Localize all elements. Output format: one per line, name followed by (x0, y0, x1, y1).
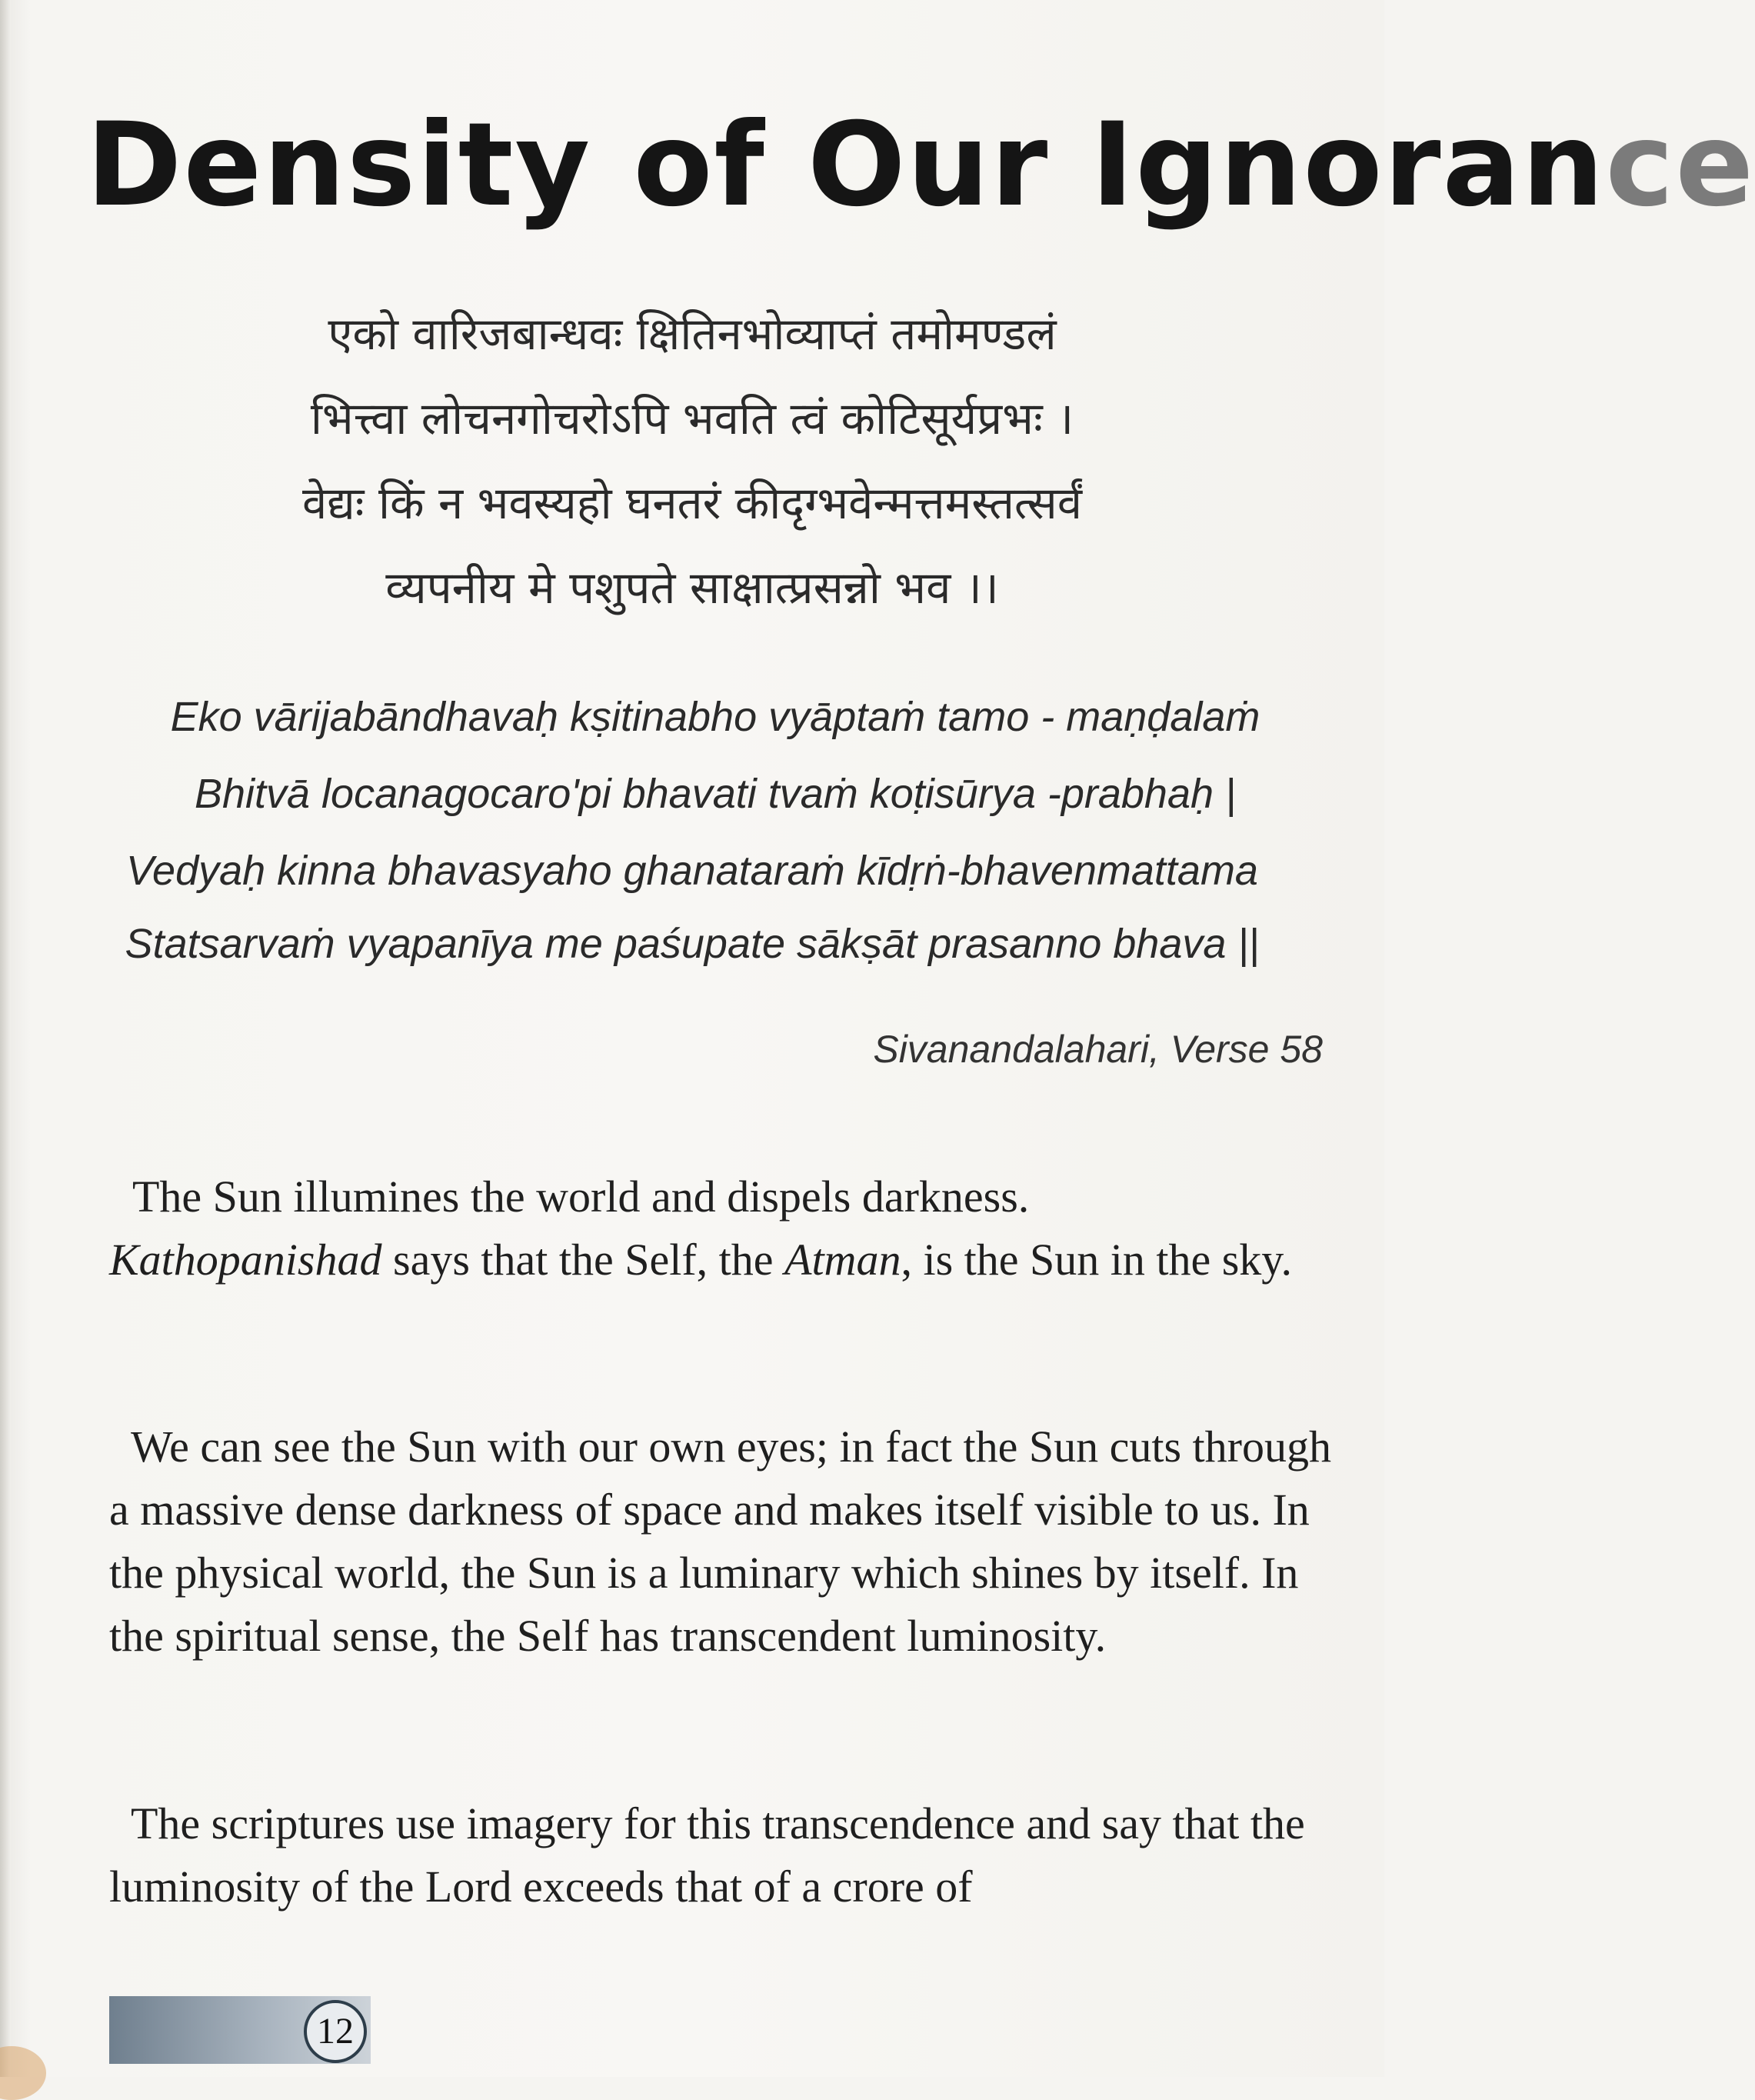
sanskrit-line-3: वेद्यः किं न भवस्यहो घनतरं कीदृग्भवेन्मत्तमस्तत्सर्वं (302, 477, 1082, 529)
paragraph-1-part-1: The Sun illumines the world and dispels darkness. (132, 1172, 1030, 1222)
corner-decoration (0, 2046, 46, 2100)
paragraph-1-part-2: says that the Self, the (381, 1235, 785, 1285)
transliteration-line-1: Eko vārijabāndhavaḥ kṣitinabho vyāptaṁ tamo - maṇḍalaṁ (170, 694, 1260, 740)
sanskrit-line-4: व्यपनीय मे पशुपते साक्षात्प्रसन्नो भव ।। (385, 562, 999, 614)
transliteration-line-3: Vedyaḥ kinna bhavasyaho ghanataraṁ kīdṛṅ-bhavenmattama (126, 848, 1258, 894)
paragraph-1-part-3: , is the Sun in the sky. (901, 1235, 1293, 1285)
paragraph-3: The scriptures use imagery for this transcendence and say that the luminosity of the Lord exceeds that of a crore of (109, 1798, 1305, 1912)
title-cutoff: ce (1605, 98, 1755, 232)
paragraph-1 (109, 1165, 1340, 1292)
sanskrit-line-2: भित्त्वा लोचनगोचरोऽपि भवति त्वं कोटिसूर्यप्रभः । (310, 392, 1074, 445)
paragraph-2: We can see the Sun with our own eyes; in fact the Sun cuts through a massive dense darkness of space and makes itself visible to us. In the physical world, the Sun is a luminary which shines by itself. In the spiritual sense, the Self has transcendent luminosity. (109, 1422, 1331, 1661)
chapter-title (86, 98, 1755, 232)
transliteration-line-2: Bhitvā locanagocaro'pi bhavati tvaṁ koṭisūrya -prabhaḥ | (194, 771, 1237, 817)
page-number: 12 (304, 2000, 367, 2063)
title-main: Density of Our Ignoran (86, 98, 1606, 232)
sanskrit-line-1: एको वारिजबान्धवः क्षितिनभोव्याप्तं तमोमण्डलं (328, 308, 1057, 360)
kathopanishad-term: Kathopanishad (109, 1235, 382, 1285)
atman-term: Atman (784, 1235, 901, 1285)
verse-citation: Sivanandalahari, Verse 58 (873, 1028, 1323, 1071)
transliteration-line-4: Statsarvaṁ vyapanīya me paśupate sākṣāt prasanno bhava || (125, 921, 1260, 967)
